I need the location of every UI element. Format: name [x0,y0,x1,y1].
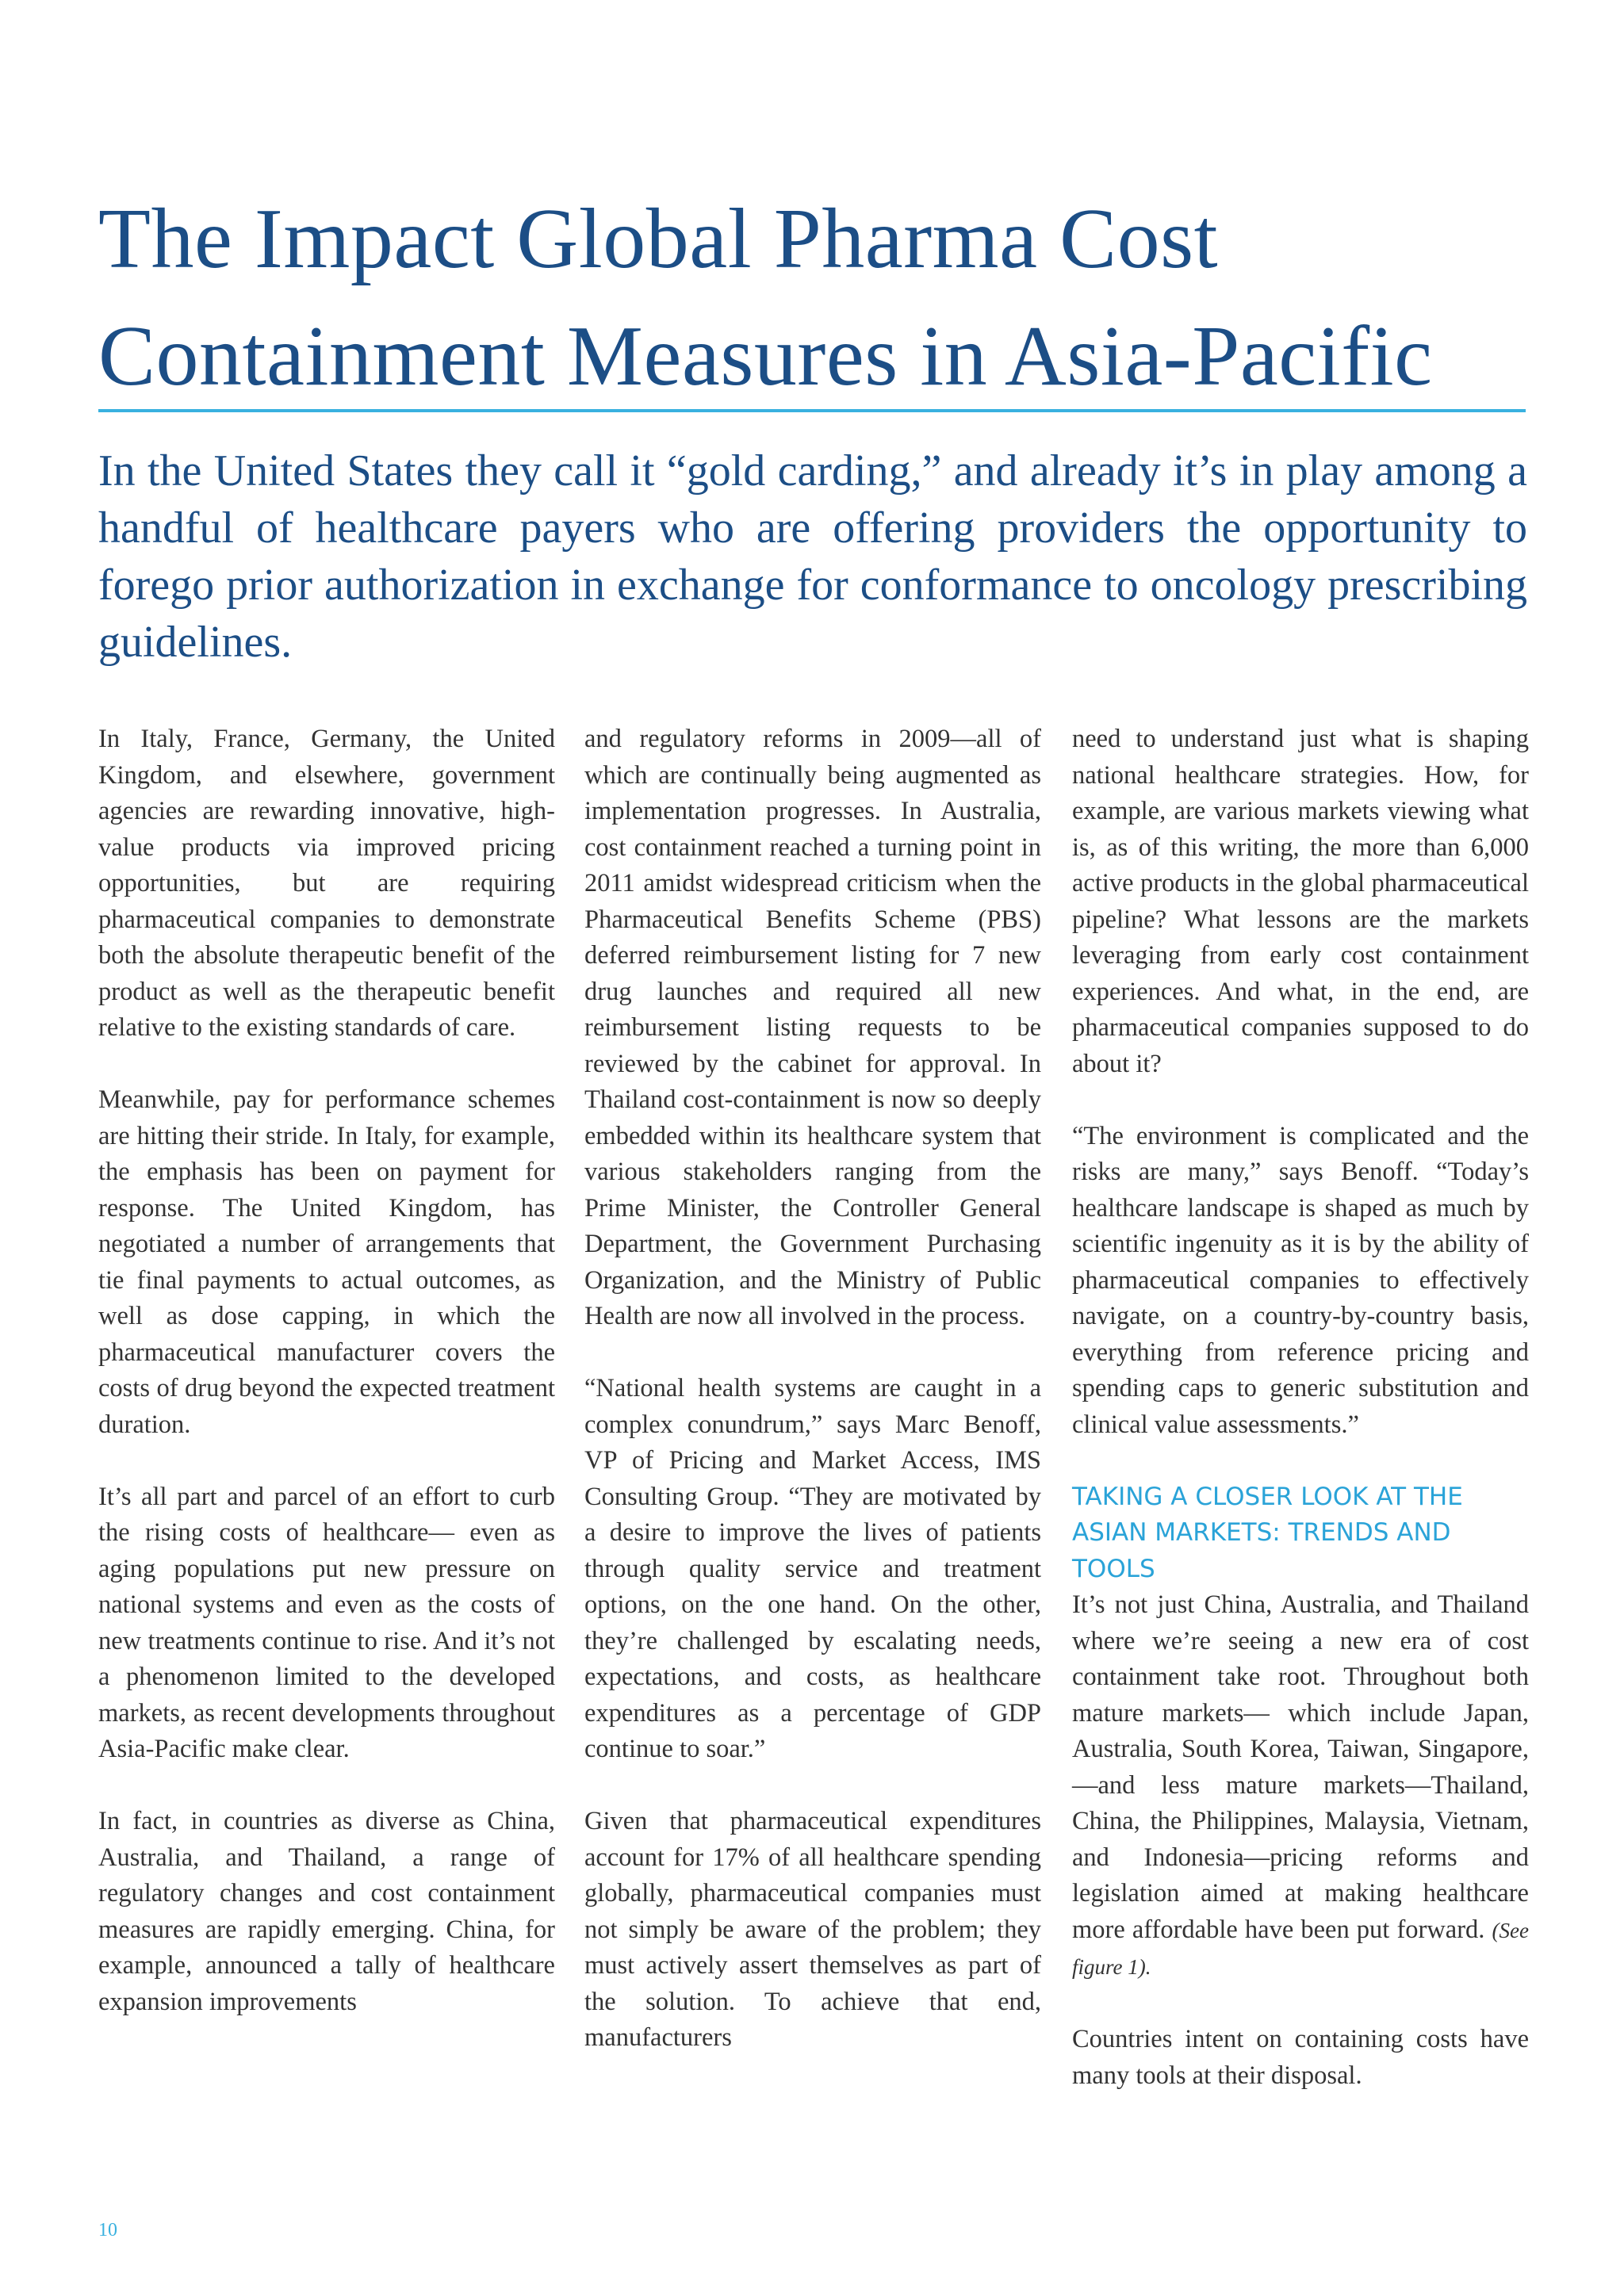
column-3 [1072,721,1529,2094]
column-2 [584,721,1041,2057]
title-line-1: The Impact Global Pharma Cost [98,192,1219,286]
body-paragraph: Given that pharmaceutical expenditures account for 17% of all healthcare spending globally, pharmaceutical companies must not simply be aware of the problem; they must actively assert themselves as part of the solution. To achieve that end, manufacturers [584,1807,1041,2052]
body-paragraph: In Italy, France, Germany, the United Kingdom, and elsewhere, government agencies are rewarding innovative, high-value products via improved pricing opportunities, but are requiring pharmaceutical companies to demonstrate both the absolute therapeutic benefit of the product as well as the therapeutic benefit relative to the existing standards of care. [98,725,555,1042]
intro-paragraph: In the United States they call it “gold carding,” and already it’s in play among a handful of healthcare payers who are offering providers the opportunity to forego prior authorization in exchange for conformance to oncology prescribing guidelines. [98,446,1527,667]
page-number: 10 [98,2220,117,2241]
body-paragraph: It’s all part and parcel of an effort to curb the rising costs of healthcare— even as aging populations put new pressure on national systems and even as the costs of new treatments continue to rise. And it’s not a phenomenon limited to the developed markets, as recent developments throughout Asia-Pacific make clear. [98,1482,555,1763]
body-paragraph: “The environment is complicated and the risks are many,” says Benoff. “Today’s healthcare landscape is shaped as much by scientific ingenuity as it is by the ability of pharmaceutical companies to effectively navigate, on a country-by-country basis, everything from reference pricing and spending caps to generic substitution and clinical value assessments.” [1072,1121,1529,1439]
article-title [98,181,1526,415]
section-heading [1072,1479,1529,1588]
column-1 [98,721,555,2020]
section-heading-line-2: ASIAN MARKETS: TRENDS AND TOOLS [1072,1518,1451,1583]
body-paragraph [1072,1587,1529,1986]
body-paragraph: Countries intent on containing costs have many tools at their disposal. [1072,2025,1529,2090]
body-paragraph: Meanwhile, pay for performance schemes are hitting their stride. In Italy, for example, the emphasis has been on payment for response. The United Kingdom, has negotiated a number of arrangements that tie final payments to actual outcomes, as well as dose capping, in which the pharmaceutical manufacturer covers the costs of drug beyond the expected treatment duration. [98,1085,555,1439]
body-paragraph: “National health systems are caught in a complex conundrum,” says Marc Benoff, VP of Pricing and Market Access, IMS Consulting Group. “They are motivated by a desire to improve the lives of patients through quality service and treatment options, on the one hand. On the other, they’re challenged by escalating needs, expectations, and costs, as healthcare expenditures as a percentage of GDP continue to soar.” [584,1374,1041,1763]
section-heading-line-1: TAKING A CLOSER LOOK AT THE [1072,1482,1463,1511]
body-paragraph: In fact, in countries as diverse as China, Australia, and Thailand, a range of regulatory changes and cost containment measures are rapidly emerging. China, for example, announced a tally of healthcare expansion improvements [98,1807,555,2016]
body-text: It’s not just China, Australia, and Thailand where we’re seeing a new era of cost containment take root. Throughout both mature markets— which include Japan, Australia, South Korea, Taiwan, Singapore,—and less mature markets—Thailand, China, the Philippines, Malaysia, Vietnam, and Indonesia—pricing reforms and legislation aimed at making healthcare more affordable have been put forward. [1072,1590,1529,1944]
figure-reference: (See figure 1). [1072,1918,1530,1979]
title-line-2: Containment Measures in Asia-Pacific [98,309,1433,404]
body-paragraph: and regulatory reforms in 2009—all of which are continually being augmented as implementation progresses. In Australia, cost containment reached a turning point in 2011 amidst widespread criticism when the Pharmaceutical Benefits Scheme (PBS) deferred reimbursement listing for 7 new drug launches and required all new reimbursement listing requests to be reviewed by the cabinet for approval. In Thailand cost-containment is now so deeply embedded within its healthcare system that various stakeholders ranging from the Prime Minister, the Controller General Department, the Government Purchasing Organization, and the Ministry of Public Health are now all involved in the process. [584,725,1041,1330]
title-divider [98,409,1526,412]
body-paragraph: need to understand just what is shaping national healthcare strategies. How, for example, are various markets viewing what is, as of this writing, the more than 6,000 active products in the global pharmaceutical pipeline? What lessons are the markets leveraging from early cost containment experiences. And what, in the end, are pharmaceutical companies supposed to do about it? [1072,725,1529,1078]
